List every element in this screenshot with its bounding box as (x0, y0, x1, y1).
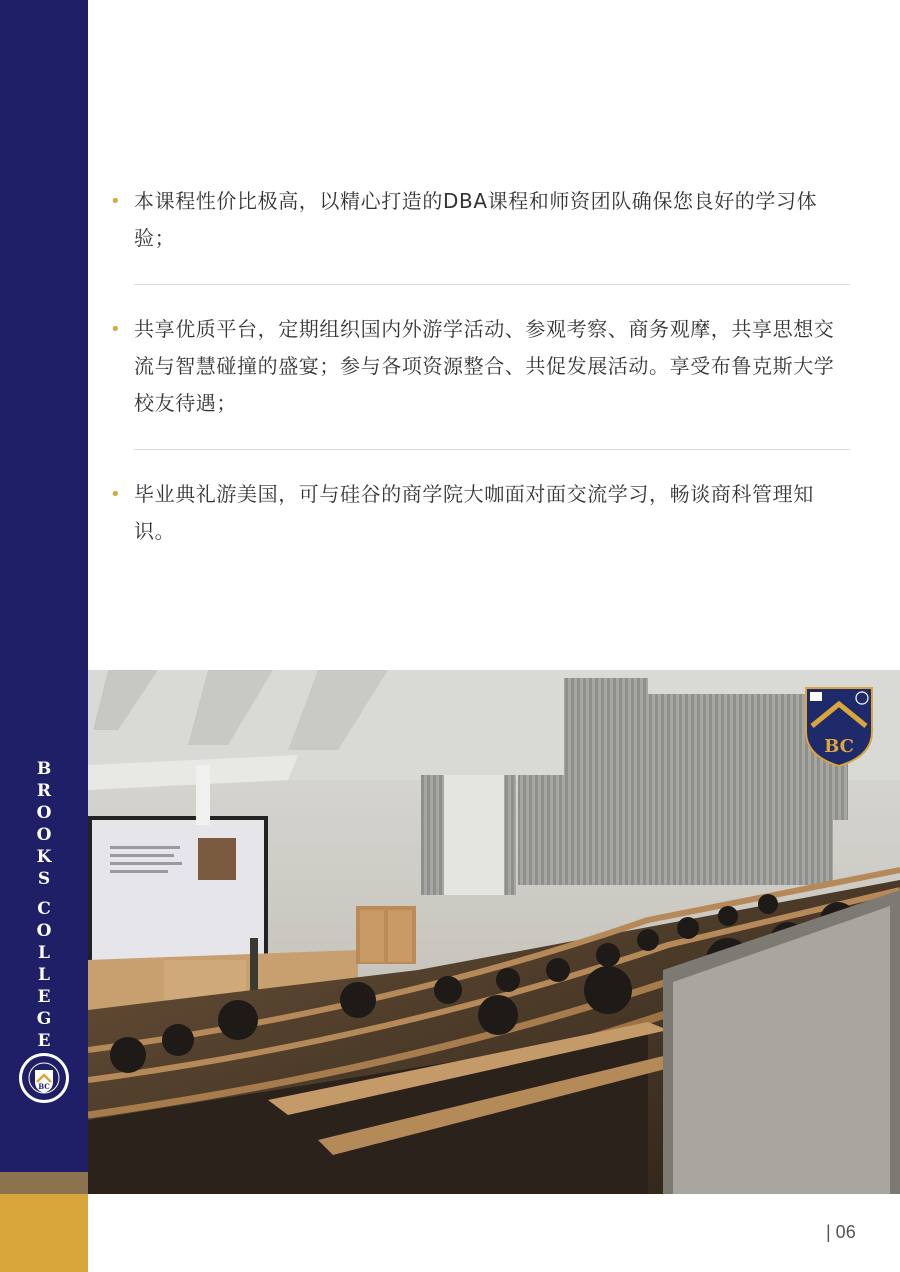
bullet-marker: • (110, 484, 121, 505)
list-item (110, 311, 850, 422)
brand-letter: O (36, 803, 52, 823)
brand-letter: R (36, 781, 52, 801)
brand-letter: O (36, 825, 52, 845)
brooks-college-crest-icon (806, 688, 872, 766)
bullet-text: 毕业典礼游美国，可与硅谷的商学院大咖面对面交流学习，畅谈商科管理知识。 (134, 482, 814, 543)
brooks-college-seal-icon (18, 1052, 70, 1104)
divider (134, 449, 850, 450)
brand-letter: L (38, 943, 50, 963)
page-number: | 06 (826, 1222, 856, 1242)
sidebar-gold-block (0, 1194, 88, 1272)
brand-letter: G (36, 1009, 52, 1029)
lecture-hall-photo (88, 670, 900, 1194)
list-item (110, 476, 850, 550)
brand-letter: B (36, 759, 52, 779)
benefits-list (110, 183, 850, 550)
brand-letter: C (37, 899, 51, 919)
svg-text:BC: BC (38, 1082, 50, 1091)
bullet-text: 本课程性价比极高，以精心打造的DBA课程和师资团队确保您良好的学习体验； (134, 189, 818, 250)
brand-letter: E (37, 1031, 51, 1051)
brand-letter: O (36, 921, 52, 941)
brand-letter: S (37, 869, 51, 889)
brand-letter: K (36, 847, 52, 867)
brand-letter: E (37, 987, 51, 1007)
svg-text:BC: BC (824, 736, 854, 757)
sidebar-brown-stripe (0, 1172, 88, 1194)
divider (134, 284, 850, 285)
brand-sidebar (0, 0, 88, 1272)
bullet-text: 共享优质平台，定期组织国内外游学活动、参观考察、商务观摩，共享思想交流与智慧碰撞的盛宴；参与各项资源整合、共促发展活动。享受布鲁克斯大学校友待遇； (134, 317, 835, 415)
brand-wordmark-vertical (0, 758, 88, 1052)
brand-letter: L (38, 965, 50, 985)
bullet-marker: • (110, 191, 121, 212)
bullet-marker: • (110, 319, 121, 340)
list-item (110, 183, 850, 257)
